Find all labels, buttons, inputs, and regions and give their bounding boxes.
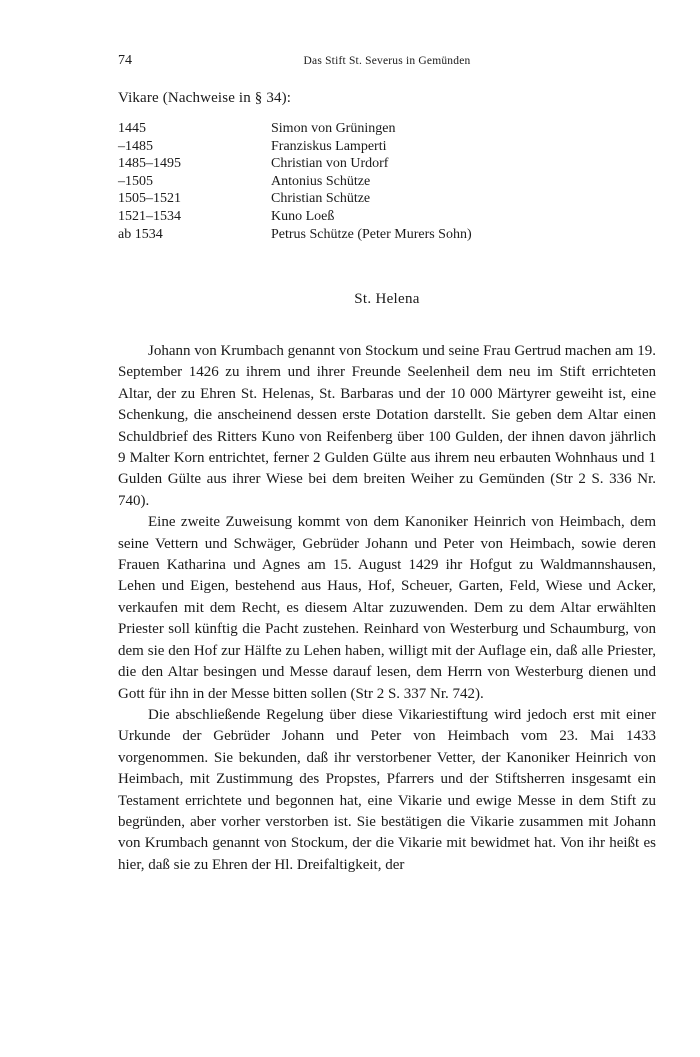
vikare-row [118,226,618,244]
vikare-row [118,155,618,173]
paragraph: Johann von Krumbach genannt von Stockum und seine Frau Gertrud machen am 19. September 1426 zu ihrem und ihrer Freunde Seelenheil dem neu im Stift errichteten Altar, der zu Ehren St. Helenas, St. Barbaras und der 10 000 Märtyrer geweiht ist, eine Schenkung, die anscheinend dessen erste Dotation darstellt. Sie geben dem Altar einen Schuldbrief des Ritters Kuno von Reifenberg über 100 Gulden, der ihnen davon jährlich 9 Malter Korn entrichtet, ferner 2 Gulden Gülte aus ihrem neu erbauten Wohnhaus und 1 Gulden Gülte aus ihrer Wiese bei dem breiten Weiher zu Gemünden (Str 2 S. 336 Nr. 740). [118,343,656,509]
running-title: Das Stift St. Severus in Gemünden [303,55,471,67]
vikare-name: Franziskus Lamperti [271,138,387,154]
vikare-years: 1521–1534 [118,208,181,224]
vikare-name: Antonius Schütze [271,173,371,189]
vikare-row [118,120,618,138]
vikare-heading: Vikare (Nachweise in § 34): [118,90,292,106]
vikare-row [118,138,618,156]
body-text [118,341,656,876]
vikare-list [118,120,618,243]
vikare-row [118,208,618,226]
vikare-name: Simon von Grüningen [271,121,396,136]
vikare-years: 1505–1521 [118,191,181,207]
vikare-row [118,173,618,191]
paragraph: Eine zweite Zuweisung kommt von dem Kanoniker Heinrich von Heimbach, dem seine Vettern und Schwäger, Gebrüder Johann und Peter von Heimbach, sowie deren Frauen Katharina und Agnes am 15. August 1429 ihr Hofgut zu Waldmannshausen, Lehen und Eigen, bestehend aus Haus, Hof, Scheuer, Garten, Feld, Wiese und Acker, verkaufen mit dem Recht, es diesem Altar zuzuwenden. Dem zu dem Altar erwählten Priester soll künftig die Pacht zustehen. Reinhard von Westerburg und Schaumburg, von dem sie den Hof zur Hälfte zu Lehen haben, willigt mit der Auflage ein, daß alle Priester, die den Altar besingen und Messe darauf lesen, dem Herrn von Westerburg dienen und Gott für ihn in der Messe bitten sollen (Str 2 S. 337 Nr. 742). [118,514,656,702]
vikare-name: Kuno Loeß [271,208,335,224]
page-header [118,52,656,72]
vikare-years: ab 1534 [118,226,163,242]
vikare-name: Christian Schütze [271,191,371,207]
section-heading: St. Helena [354,291,420,307]
vikare-row [118,190,618,208]
vikare-years: 1485–1495 [118,156,181,172]
vikare-years: –1485 [118,138,153,154]
vikare-name: Petrus Schütze (Peter Murers Sohn) [271,226,472,242]
vikare-years: 1445 [118,121,146,136]
vikare-name: Christian von Urdorf [271,156,389,172]
paragraph: Die abschließende Regelung über diese Vikariestiftung wird jedoch erst mit einer Urkunde der Gebrüder Johann und Peter von Heimbach vom 23. Mai 1433 vorgenommen. Sie bekunden, daß ihr verstorbener Vetter, der Kanoniker Heinrich von Heimbach, mit Zustimmung des Propstes, Pfarrers und der Stiftsherren insgesamt ein Testament errichtete und begonnen hat, eine Vikarie und ewige Messe in dem Stift zu begründen, aber vorher verstorben ist. Sie bestätigen die Vikarie zusammen mit Johann von Krumbach genannt von Stockum, der die Vikarie mit bewidmet hat. Von ihr heißt es hier, daß sie zu Ehren der Hl. Dreifaltigkeit, der [118,706,656,873]
vikare-years: –1505 [118,173,153,189]
page-number: 74 [118,53,132,68]
